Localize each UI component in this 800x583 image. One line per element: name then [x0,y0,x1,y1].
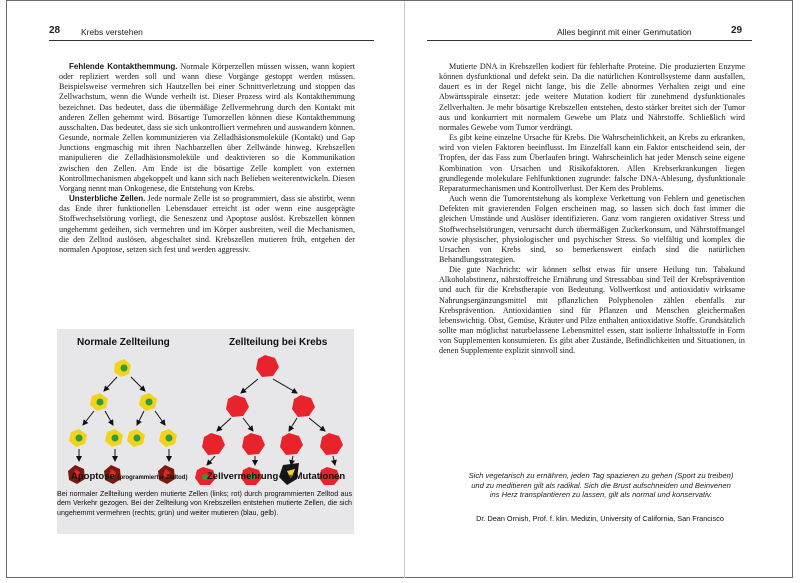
cell-division-diagram [57,347,354,487]
proliferation-label: Zellvermehrung und Mutationen [207,471,346,482]
paragraph-kontakthemmung [59,62,355,194]
paragraph: Mutierte DNA in Krebszellen kodiert für fehlerhafte Proteine. Die produzierten Enzyme können dysfunktional und defekt sein. Da die natürlichen Kontrollsysteme dann ausfallen, dauert es in der Regel nicht lange, bis die Zelle abnormes Verhalten zeigt und eine Abwärtsspirale einsetzt: jede weitere Mutation kodiert für zunehmend dysfunktionales Zellverhalten. Je mehr bösartige Krebszellen entstehen, desto stärker breitet sich der Tumor aus und konkurriert mit normalem Gewebe um Platz und Nährstoffe. Schließlich wird normales Gewebe vom Tumor verdrängt. [439,62,745,132]
running-head-right: Alles beginnt mit einer Genmutation [557,27,692,37]
figure-title-normal: Normale Zellteilung [77,337,170,348]
cancer-cell [226,395,249,417]
paragraph-body: Normale Körperzellen müssen wissen, wann kopiert oder repliziert werden soll und wann diese Vorgänge gestoppt werden müssen. Beispielsweise vermehren sich Hautzellen bei einer Schnittverletzung und stoppen das Zellwachstum, wenn die Wunde verheilt ist. Dieser Prozess wird als Kontakthemmung bezeichnet. Das bedeutet, dass die übermäßige Zellvermehrung durch den Kontakt mit anderen Zellen gehemmt wird. Bösartige Tumorzellen können diese Kontakthemmung ausschalten. Das bedeutet, dass sie sich unkontrolliert vermehren und auswandern können. Gesunde, normale Zellen kommunizieren via Zelladhäsionsmoleküle (Kontakt) und Gap Junctions engmaschig mit ihren Nachbarzellen über Zellwände hinweg. Krebszellen manipulieren die Zelladhäsionsmoleküle und deaktivieren so die Kommunikation zwischen den Zellen. Am Ende ist die bösartige Zelle komplett von externen Kontrollmechanismen abgekoppelt und kann sich nach Belieben weiterentwickeln. Diesen Vorgang nennt man Onkogenese, die Entstehung von Krebs. [59,62,355,193]
paragraph-heading: Unsterbliche Zellen. [69,194,146,204]
figure-title-cancer: Zellteilung bei Krebs [229,337,328,348]
cancer-cell [292,395,315,417]
quote-author: Dr. Dean Ornish, Prof. f. klin. Medizin, University of California, San Francisco [476,514,724,523]
paragraph-heading: Fehlende Kontakthemmung. [69,62,178,71]
cancer-division-tree [195,355,346,485]
paragraph-body: Jede normale Zelle ist so programmiert, dass sie abstirbt, wenn das Ende ihrer funktionellen Lebensdauer erreicht ist oder wenn eine ausgeprägte Stoffwechselstörung vorliegt, die Seneszenz und Apoptose auslöst. Krebszellen können ungehemmt gedeihen, sich vermehren und im Körper ausbreiten, weil die Mechanismen, die den Zelltod auslösen, abgeschaltet sind. Krebszellen mutieren früh, entgehen der normalen Apoptose, setzen sich fest und werden aggressiv. [59,194,355,254]
left-body-text [59,62,355,255]
cancer-cell [280,433,303,455]
paragraph: Es gibt keine einzelne Ursache für Krebs. Die Wahrscheinlichkeit, an Krebs zu erkranken, wird von vielen Faktoren beeinflusst. Im Einzelfall kann ein Faktor entscheidend sein, der Tropfen, der das Fass zum Überlaufen bringt. Wahrscheinlich hat jeder Mensch seine eigene Kombination von Ursachen und Risikofaktoren. Allen Krebserkrankungen liegen grundlegende molekulare Fehlfunktionen zugrunde: falsche DNA-Ablesung, dysfunktionale Reparaturmechanismen und Kontrollverlust. Der Kern des Problems. [439,133,745,193]
header-rule-left [49,40,374,41]
epigraph-quote: Sich vegetarisch zu ernähren, jeden Tag spazieren zu gehen (Sport zu treiben) und zu meditieren gilt als radikal. Sich die Brust aufschneiden und Beinvenen ins Herz transplantieren zu lassen, gilt als normal und konservativ. [468,471,734,500]
paragraph: Die gute Nachricht: wir können selbst etwas für unsere Heilung tun. Tabakund Alkoholabstinenz, nährstoffreiche Ernährung und Stressabbau sind Teil der Krebsprävention und auch für die Krebstherapie von Bedeutung. Vollwertkost und antioxidativ wirksame Nahrungsergänzungsmittel mit pflanzlichen Polyphenolen zählen ebenfalls zur Krebsprävention. Antioxidantien sind für Pflanzen und Menschen gleichermaßen lebenswichtig. Obst, Gemüse, Kräuter und Pilze enthalten antioxidative Stoffe. Grundsätzlich sollte man möglichst naturbelassene Lebensmittel essen, statt isolierte Inhaltsstoffe in Form von Supplementen konsumieren. Es gibt aber Zustände, Befindlichkeiten und Situationen, in denen Supplemente explizit sinnvoll sind. [439,265,745,356]
running-head-left: Krebs verstehen [81,27,143,37]
right-body-text [439,62,745,357]
normal-division-tree [68,359,177,484]
apoptosis-label: Apoptose (programmierter Zelltod) [71,471,188,482]
left-page [7,1,404,578]
cancer-cell [320,433,343,455]
figure-caption: Bei normaler Zellteilung werden mutierte Zellen (links; rot) durch programmierten Zelltod aus dem Verkehr gezogen. Bei der Zellteilung von Krebszellen entstehen mutierte Zellen, die sich ungehemmt vermehren (rechts; grün) und weiter mutieren (blau, gelb). [57,490,352,517]
book-spread [6,0,793,578]
right-page [405,1,793,578]
page-number-right: 29 [731,25,743,36]
cancer-cell [256,355,279,377]
page-number-left: 28 [49,25,61,36]
cancer-cell [242,433,265,455]
paragraph-unsterbliche-zellen [59,194,355,255]
paragraph: Auch wenn die Tumorentstehung als komplexe Verkettung von Fehlern und genetischen Defekten mit gravierenden Folgen erscheinen mag, so lassen sich doch fast immer die gleichen Umstände und Auslöser identifizieren. Ganz vorn rangieren oxidativer Stress und Stoffwechselstörungen, verursacht durch übermäßigen Zuckerkonsum, und Nährstoffmangel sowie physischer, physiologischer und psychischer Stress. So vielfältig und komplex die Ursachen von Krebs sind, so bemerkenswert einfach sind die natürlichen Behandlungsstrategien. [439,194,745,264]
cancer-cell [202,433,225,455]
header-rule-right [427,40,752,41]
